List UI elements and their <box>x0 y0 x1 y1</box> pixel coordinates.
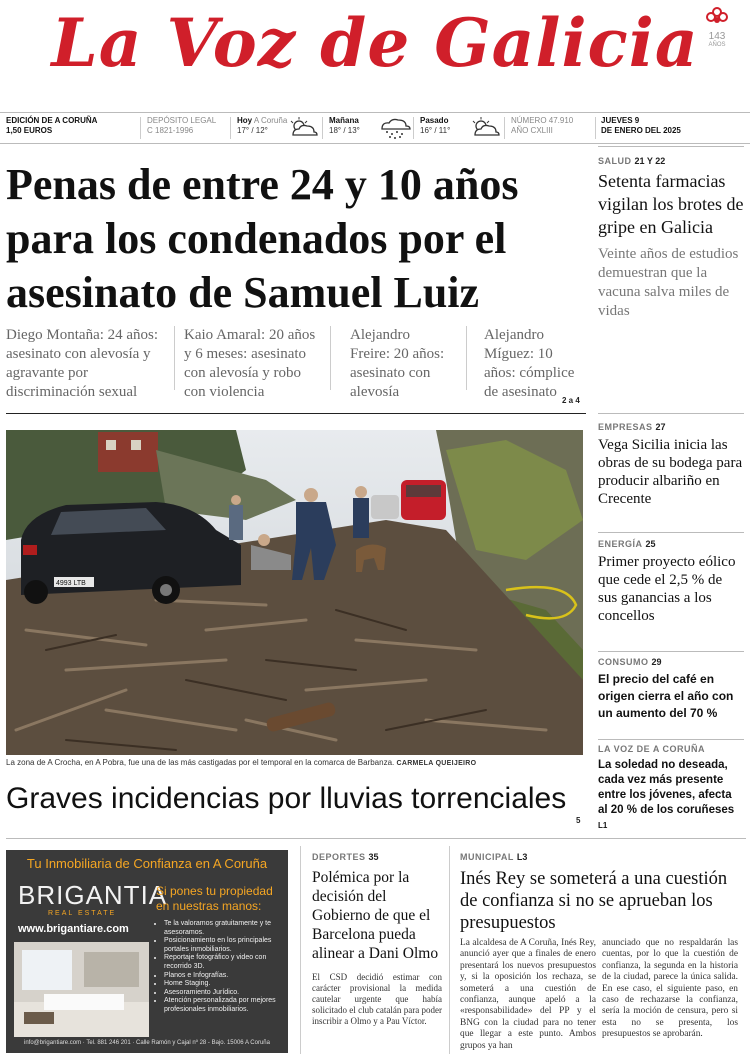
kicker-label: DEPORTES <box>312 852 366 862</box>
rail-headline[interactable]: Primer proyecto eólico que cede el 2,5 % de sus ganancias a los concellos <box>598 554 736 624</box>
ad-website[interactable]: www.brigantiare.com <box>18 923 129 935</box>
partly-cloudy-icon <box>469 117 501 137</box>
kicker-page: L3 <box>516 852 528 862</box>
municipal-body-col1: La alcaldesa de A Coruña, Inés Rey, anunció ayer que a finales de enero presentará los nuevos presupuestos y, si la oposición los rechaza, se someterá a una cuestión de confianza, aunque apeló a la «responsabilidade» del PP y el BNG con la ciudad para no tener que llegar a este punto. Ambos grupos ya han <box>460 938 596 1051</box>
rail-story-coruna[interactable] <box>598 744 744 833</box>
rail-headline[interactable]: Setenta farmacias vigilan los brotes de gripe en Galicia <box>598 171 744 237</box>
ad-bullet: • Reportaje fotográfico y video con recorrido 3D. <box>164 954 288 971</box>
rail-story-empresas[interactable] <box>598 422 744 508</box>
kicker-label: ENERGÍA <box>598 539 643 549</box>
kicker-label: SALUD <box>598 156 632 166</box>
divider <box>598 651 744 652</box>
ad-bullet: • Asesoramiento Jurídico. <box>164 989 288 998</box>
lead-subhead: Kaio Amaral: 20 años y 6 meses: asesinato con alevosía y robo con violencia <box>184 327 316 400</box>
lead-subhead: Diego Montaña: 24 años: asesinato con alevosía y agravante por discriminación sexual <box>6 327 159 400</box>
edition-label: EDICIÓN DE A CORUÑA <box>6 116 98 125</box>
kicker-page: 25 <box>645 539 656 549</box>
rail-headline-text: La soledad no deseada, cada vez más presente entre los jóvenes, afecta al 20 % de los coruñeses <box>598 759 735 816</box>
weather-place: A Coruña <box>253 116 288 125</box>
divider <box>598 146 744 147</box>
kicker-page: 27 <box>655 422 666 432</box>
kicker-label: CONSUMO <box>598 657 649 667</box>
divider <box>598 532 744 533</box>
section-kicker <box>598 156 744 166</box>
deposit-value: C 1821-1996 <box>147 126 194 135</box>
second-headline[interactable]: Graves incidencias por lluvias torrenciales <box>6 782 567 815</box>
photo-credit: CARMELA QUEIJEIRO <box>396 760 477 767</box>
municipal-headline[interactable]: Inés Rey se someterá a una cuestión de confianza si no se aprueban los presupuestos <box>460 869 728 933</box>
divider <box>300 846 301 1054</box>
car-plate: 4993 LTB <box>56 580 86 587</box>
anniversary-number: 143 <box>708 31 726 42</box>
ad-tagline: Tu Inmobiliaria de Confianza en A Coruña <box>26 856 268 871</box>
legal-deposit <box>147 116 216 136</box>
storm-photo[interactable] <box>6 430 583 755</box>
number-label: NÚMERO 47.910 <box>511 116 574 125</box>
caption-text: La zona de A Crocha, en A Pobra, fue una de las más castigadas por el temporal en la comarca de Barbanza. <box>6 758 395 767</box>
brigantia-ad[interactable] <box>6 850 288 1053</box>
date-line2: DE ENERO DEL 2025 <box>601 126 681 135</box>
ad-bullet-list <box>156 920 288 1015</box>
deportes-body: El CSD decidió estimar con carácter provisional la medida cautelar urgente que había solicitado el club catalán para poder inscribir a Olmo y a Pau Víctor. <box>312 972 442 1026</box>
divider <box>174 326 175 390</box>
weather-temps: 17° / 12° <box>237 126 268 135</box>
divider <box>598 739 744 740</box>
partly-cloudy-icon <box>287 117 319 137</box>
divider <box>6 413 586 414</box>
ad-bullet: • Home Staging. <box>164 980 288 989</box>
weather-day: Hoy <box>237 116 253 125</box>
rail-story-salud[interactable] <box>598 156 744 321</box>
rail-headline[interactable] <box>598 758 744 833</box>
weather-today <box>237 116 287 136</box>
divider <box>449 846 450 1054</box>
lead-headline[interactable]: Penas de entre 24 y 10 años para los condenados por el asesinato de Samuel Luiz <box>6 160 519 317</box>
lead-subhead: Alejandro Freire: 20 años: asesinato con alevosía <box>350 327 445 400</box>
anniversary-label: AÑOS <box>708 42 726 48</box>
deportes-story[interactable] <box>312 852 442 1027</box>
kicker-page: 35 <box>368 852 379 862</box>
photo-caption <box>6 758 583 767</box>
municipal-story[interactable] <box>460 852 744 1051</box>
ad-bullet: • Planos e Infografías. <box>164 972 288 981</box>
rail-story-consumo[interactable] <box>598 657 744 722</box>
divider <box>322 117 323 139</box>
kicker-page: 21 Y 22 <box>634 156 666 166</box>
divider <box>413 117 414 139</box>
info-bar <box>0 112 750 144</box>
lead-page-ref: 2 a 4 <box>562 396 580 405</box>
municipal-body-col2: anunciado que no respaldarán las cuentas, por lo que la cuestión de confianza, la segunda en la historia de la ciudad, parece la única salida. En ese caso, el siguiente paso, en caso de rechazarse la confianza, sería la moción de censura, pero si esta no se presenta, los presupuestos se aprobarán. <box>602 938 738 1040</box>
newspaper-title[interactable]: La Voz de Galicia <box>51 4 699 82</box>
anniversary-badge <box>702 6 732 49</box>
divider <box>466 326 467 390</box>
kicker-label: MUNICIPAL <box>460 852 514 862</box>
ad-bullet: • Te la valoramos gratuitamente y te asesoramos. <box>164 920 288 937</box>
price-label: 1,50 EUROS <box>6 126 53 135</box>
second-page-ref: 5 <box>576 816 581 825</box>
issue-number <box>511 116 573 136</box>
ad-interior-image <box>14 942 149 1037</box>
section-kicker <box>312 852 442 862</box>
divider <box>230 117 231 139</box>
rain-icon <box>378 117 412 139</box>
issue-date <box>601 116 681 136</box>
kicker-page: 29 <box>651 657 662 667</box>
ad-bullet: • Posicionamiento en los principales portales inmobiliarios. <box>164 937 288 954</box>
ad-brand: BRIGANTIA <box>18 880 168 910</box>
ad-footer: info@brigantiare.com · Tel. 881 246 201 · Calle Ramón y Cajal nº 28 - Bajo. 15006 A Coruña <box>24 1040 270 1046</box>
ad-brand-sub: REAL ESTATE <box>48 910 117 917</box>
rail-headline[interactable]: El precio del café en origen cierra el año con un aumento del 70 % <box>598 672 734 720</box>
weather-day: Pasado <box>420 116 449 125</box>
deposit-label: DEPÓSITO LEGAL <box>147 116 217 125</box>
section-kicker <box>598 422 744 432</box>
weather-day-after <box>420 116 450 136</box>
section-kicker <box>460 852 744 862</box>
section-kicker <box>598 744 744 754</box>
rail-headline[interactable]: Vega Sicilia inicia las obras de su bodega para producir albariño en Crecente <box>598 437 743 507</box>
ad-offer: Si pones tu propiedad en nuestras manos: <box>156 884 273 913</box>
weather-temps: 16° / 11° <box>420 126 451 135</box>
lead-subhead: Alejandro Míguez: 10 años: cómplice de asesinato <box>484 327 575 400</box>
year-label: AÑO CXLIII <box>511 126 553 135</box>
rail-story-energia[interactable] <box>598 539 744 625</box>
lead-subheads <box>6 326 586 408</box>
ad-bullet: • Atención personalizada por mejores profesionales inmobiliarios. <box>164 997 288 1014</box>
divider <box>140 117 141 139</box>
divider <box>6 838 746 839</box>
deportes-headline[interactable]: Polémica por la decisión del Gobierno de que el Barcelona pueda alinear a Dani Olmo <box>312 869 439 962</box>
date-line1: JUEVES 9 <box>601 116 640 125</box>
storm-photo-illustration <box>6 430 583 755</box>
divider <box>598 413 744 414</box>
weather-temps: 18° / 13° <box>329 126 360 135</box>
rail-deck: Veinte años de estudios demuestran que la vacuna salva miles de vidas <box>598 246 739 319</box>
divider <box>330 326 331 390</box>
edition-info <box>6 116 97 136</box>
kicker-label: EMPRESAS <box>598 422 653 432</box>
kicker-label: LA VOZ DE A CORUÑA <box>598 744 705 754</box>
kicker-page: L1 <box>598 821 608 830</box>
divider <box>595 117 596 139</box>
divider <box>504 117 505 139</box>
section-kicker <box>598 657 744 667</box>
weather-day: Mañana <box>329 116 359 125</box>
anniversary-flower-icon <box>706 6 728 26</box>
weather-tomorrow <box>329 116 360 136</box>
masthead <box>0 0 750 110</box>
section-kicker <box>598 539 744 549</box>
